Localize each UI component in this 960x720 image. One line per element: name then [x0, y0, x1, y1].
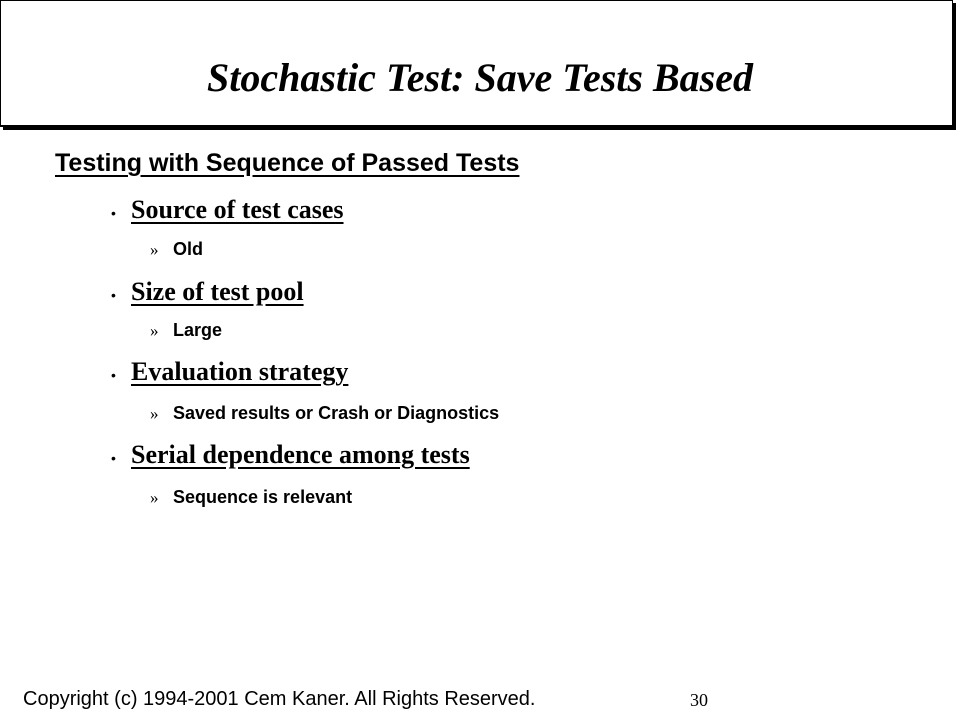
bullet-label: Evaluation strategy	[131, 357, 349, 386]
sub-bullet-icon: »	[150, 240, 159, 259]
section-heading: Testing with Sequence of Passed Tests	[55, 149, 520, 177]
page-number: 30	[690, 690, 708, 710]
bullet-label: Size of test pool	[131, 277, 304, 306]
sub-bullet-icon: »	[150, 321, 159, 340]
bullet-detail: Old	[173, 239, 203, 259]
bullet-icon: •	[111, 367, 116, 383]
slide-title: Stochastic Test: Save Tests Based	[207, 55, 753, 100]
sub-bullet-icon: »	[150, 488, 159, 507]
bullet-icon: •	[111, 450, 116, 466]
copyright-notice: Copyright (c) 1994-2001 Cem Kaner. All Rights Reserved.	[23, 688, 536, 710]
bullet-label: Serial dependence among tests	[131, 440, 470, 469]
bullet-label: Source of test cases	[131, 195, 344, 224]
bullet-icon: •	[111, 205, 116, 221]
bullet-icon: •	[111, 287, 116, 303]
sub-bullet-icon: »	[150, 404, 159, 423]
bullet-detail: Saved results or Crash or Diagnostics	[173, 403, 500, 423]
bullet-detail: Large	[173, 320, 223, 340]
bullet-detail: Sequence is relevant	[173, 487, 353, 507]
